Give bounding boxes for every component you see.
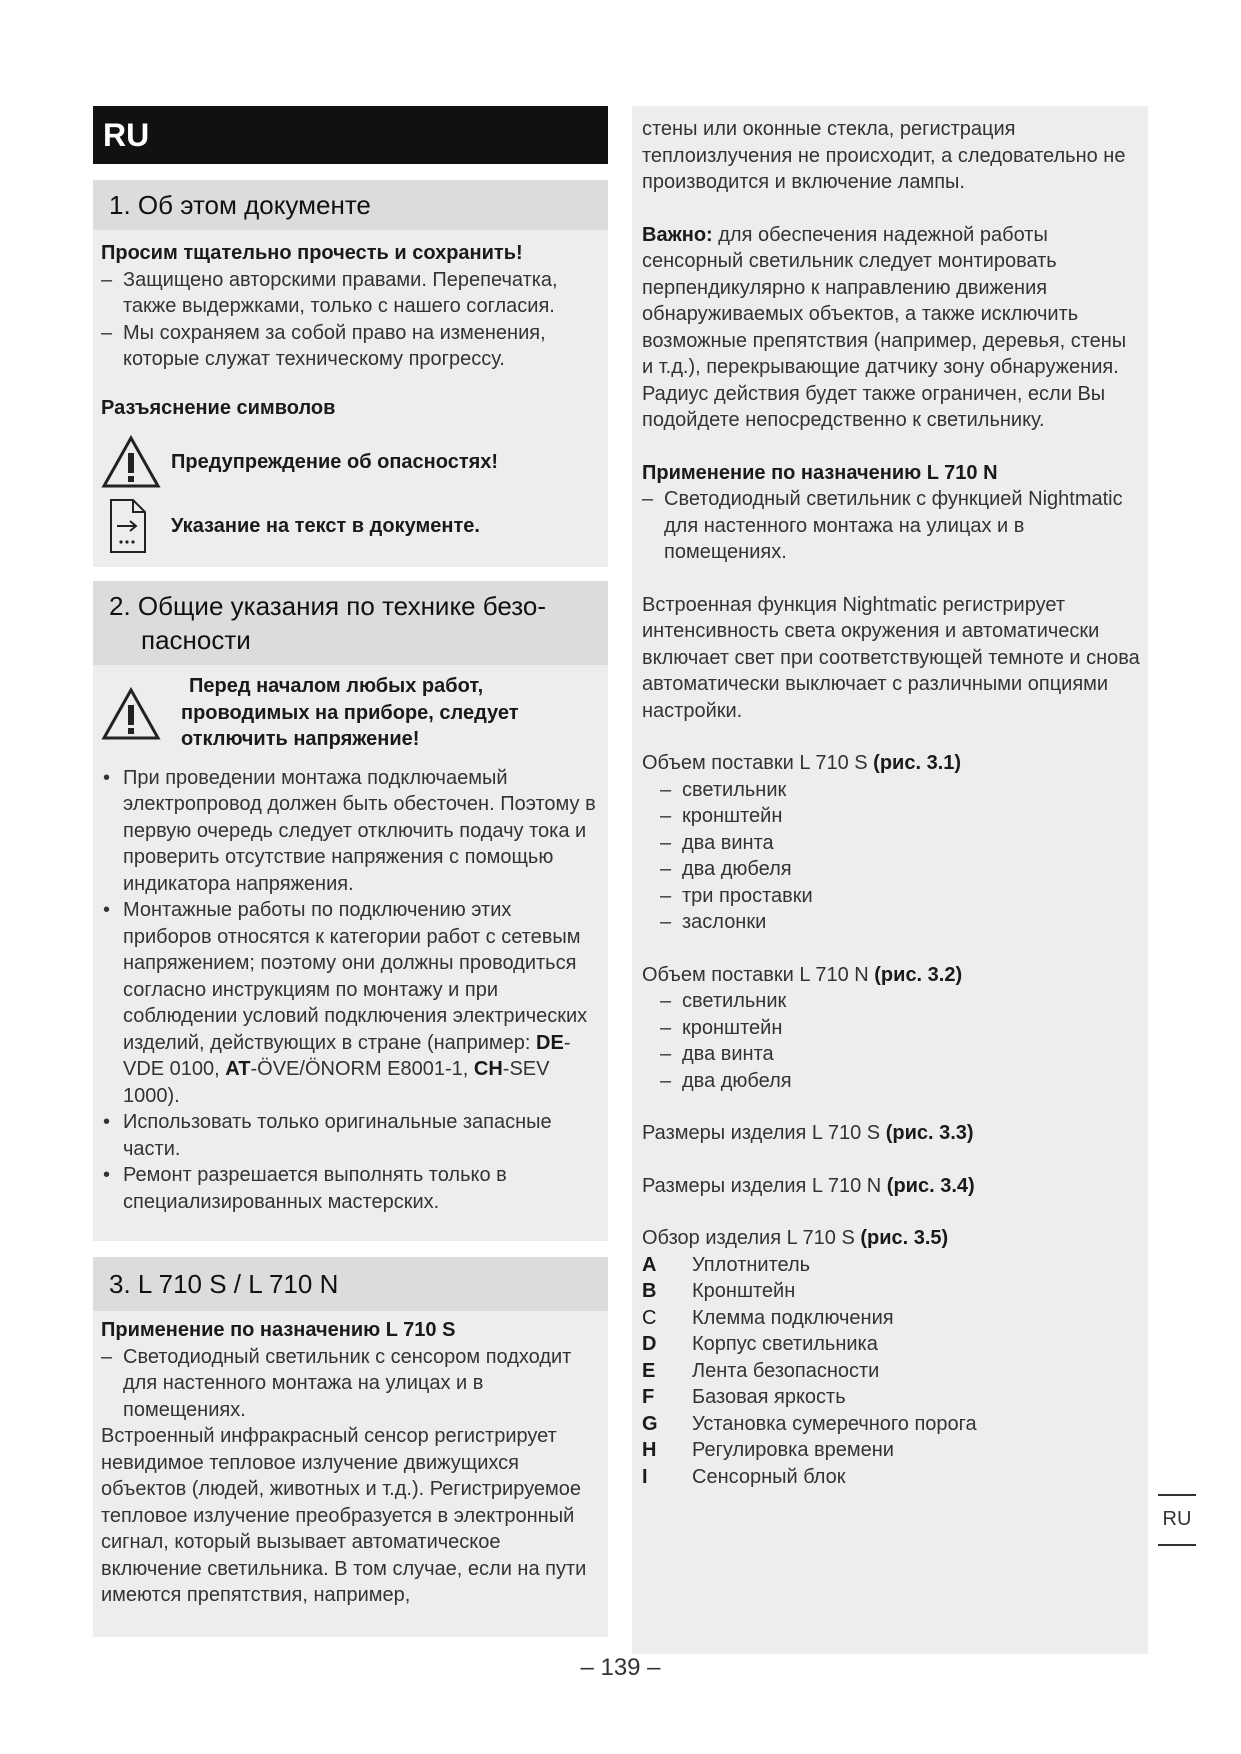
part-letter: B <box>642 1280 657 1302</box>
bullet2-text-c: -ÖVE/ÖNORM E8001-1, <box>250 1058 474 1080</box>
part-name: Лента безопасности <box>692 1359 880 1382</box>
warning-triangle-icon <box>101 431 163 493</box>
list-item: – заслонки <box>660 909 1140 936</box>
divider <box>1158 1544 1196 1546</box>
continuation-text: стены или оконные стекла, регистрация теплоизлучения не происходит, а следовательно не производится и включение лампы. <box>642 118 1126 193</box>
list-item <box>642 1331 1140 1358</box>
list-item: – два дюбеля <box>660 856 1140 883</box>
list-item: • Ремонт разрешается выполнять только в специализированных мастерских. <box>101 1162 600 1215</box>
section-2-title-line1: 2. Общие указания по технике безо- <box>109 591 547 621</box>
dimensions-l710n <box>642 1173 1140 1200</box>
part-letter: G <box>642 1412 658 1435</box>
part-letter: E <box>642 1359 656 1382</box>
part-letter: H <box>642 1439 657 1461</box>
part-name: Сенсорный блок <box>692 1465 846 1488</box>
section-about-document <box>93 180 608 567</box>
list-item: – Защищено авторскими правами. Перепечатка, также выдержками, только с нашего согласия. <box>101 267 600 320</box>
list-item: – три проставки <box>660 883 1140 910</box>
dimensions-l710s-label: Размеры изделия L 710 S <box>642 1122 886 1144</box>
use-l710n-heading: Применение по назначению L 710 N <box>642 461 998 484</box>
list-item: – два винта <box>660 830 1140 857</box>
part-name: Клемма подключения <box>692 1306 894 1329</box>
section-l710 <box>93 1257 608 1637</box>
delivery-l710s-list <box>642 777 1140 936</box>
part-letter: D <box>642 1333 657 1355</box>
part-name: Уплотнитель <box>692 1253 811 1276</box>
list-item: • Использовать только оригинальные запасные части. <box>101 1109 600 1162</box>
part-name: Корпус светильника <box>692 1333 878 1355</box>
list-item <box>642 1384 1140 1411</box>
list-item: – кронштейн <box>660 1015 1140 1042</box>
part-name: Базовая яркость <box>692 1386 846 1408</box>
part-letter: I <box>642 1465 648 1488</box>
country-code-de: DE <box>536 1031 564 1054</box>
bullet2-text-d: -SEV 1000). <box>123 1058 550 1107</box>
nightmatic-description: Встроенная функция Nightmatic регистрирует интенсивность света окружения и автоматически включает свет при соответствующей темноте и снова автоматически выключает с различными опциями настройки. <box>642 593 1140 722</box>
warning-triangle-icon <box>101 673 173 746</box>
figure-ref: (рис. 3.3) <box>885 1122 974 1144</box>
list-item: – светильник <box>660 988 1140 1015</box>
section-3-title: 3. L 710 S / L 710 N <box>93 1257 608 1311</box>
delivery-l710n-heading <box>642 962 1140 989</box>
important-text: для обеспечения надежной работы сенсорный светильник следует монтировать перпендикулярно к направлению движения обнаруживаемых объектов, а также исключить возможные препятствия (например, деревья, стены и т.д.), перекрывающие датчику зону обнаружения. Радиус действия будет также ограничен, если Вы подойдете непосредственно к светильнику. <box>642 223 1127 431</box>
list-item: – кронштейн <box>660 803 1140 830</box>
list-item <box>642 1411 1140 1438</box>
side-language-label: RU <box>1162 1508 1192 1530</box>
delivery-l710n-label: Объем поставки L 710 N <box>642 963 875 986</box>
list-item <box>642 1464 1140 1491</box>
figure-ref: (рис. 3.1) <box>873 752 962 774</box>
sensor-description: Встроенный инфракрасный сенсор регистрирует невидимое тепловое излучение движущихся объектов (людей, животных и т.д.). Регистрируемое тепловое излучение преобразуется в электронный сигнал, который вызывает автоматическое включение светильника. В том случае, если на пути имеются препятствия, например, <box>101 1425 587 1606</box>
side-language-tab <box>1158 1494 1196 1546</box>
left-column <box>93 106 608 1637</box>
symbol-warning-label: Предупреждение об опасностях! <box>171 450 499 473</box>
country-code-at: AT <box>225 1058 251 1080</box>
figure-ref: (рис. 3.4) <box>886 1174 975 1197</box>
part-name: Регулировка времени <box>692 1439 894 1461</box>
delivery-l710s-heading <box>642 750 1140 777</box>
bullet2-text-a: Монтажные работы по подключению этих приборов относятся к категории работ с сетевым напряжением; поэтому они должны проводиться согласно инструкциям по монтажу и при соблюдении условий подключения электрических изделий, действующих в стране (например: <box>123 899 588 1054</box>
dimensions-l710n-label: Размеры изделия L 710 N <box>642 1174 887 1197</box>
safety-warning-block <box>101 673 600 753</box>
bullet2-text-b: -VDE 0100, <box>123 1031 571 1080</box>
delivery-l710n-list <box>642 988 1140 1094</box>
part-name: Кронштейн <box>692 1280 796 1302</box>
important-note <box>642 222 1140 434</box>
part-letter: F <box>642 1386 655 1408</box>
document-reference-icon <box>101 495 163 557</box>
overview-heading <box>642 1225 1140 1252</box>
symbol-reference-row <box>101 495 600 557</box>
section-1-title: 1. Об этом документе <box>93 180 608 230</box>
page-number: – 139 – <box>580 1654 661 1681</box>
symbol-warning-row <box>101 431 600 493</box>
section-2-title-line2: пасности <box>141 625 251 655</box>
overview-list <box>642 1252 1140 1491</box>
list-item <box>101 897 600 1109</box>
list-item: – два винта <box>660 1041 1140 1068</box>
country-code-ch: CH <box>473 1058 503 1080</box>
safety-warning-text: Перед началом любых работ, проводимых на приборе, следует отключить напряжение! <box>181 675 519 750</box>
list-item: • При проведении монтажа подключаемый электропровод должен быть обесточен. Поэтому в первую очередь следует отключить подачу тока и проверить отсутствие напряжения с помощью индикатора напряжения. <box>101 765 600 898</box>
list-item: – светильник <box>660 777 1140 804</box>
part-letter: C <box>642 1306 657 1329</box>
use-l710s-heading: Применение по назначению L 710 S <box>101 1319 456 1341</box>
list-item <box>642 1358 1140 1385</box>
part-letter: A <box>642 1253 657 1276</box>
symbol-reference-label: Указание на текст в документе. <box>171 514 480 537</box>
list-item: – Светодиодный светильник с функцией Nightmatic для настенного монтажа на улицах и в помещениях. <box>642 486 1140 566</box>
delivery-l710s-label: Объем поставки L 710 S <box>642 752 874 774</box>
list-item <box>642 1305 1140 1332</box>
section-2-title <box>93 581 608 665</box>
important-label: Важно: <box>642 223 713 246</box>
list-item <box>642 1252 1140 1279</box>
read-carefully-heading: Просим тщательно прочесть и сохранить! <box>101 242 523 264</box>
part-name: Установка сумеречного порога <box>692 1412 977 1435</box>
overview-label: Обзор изделия L 710 S <box>642 1227 861 1249</box>
symbols-heading: Разъяснение символов <box>101 396 336 419</box>
language-header: RU <box>93 106 608 164</box>
right-column <box>632 106 1148 1654</box>
list-item: – два дюбеля <box>660 1068 1140 1095</box>
figure-ref: (рис. 3.2) <box>874 963 963 986</box>
section-safety <box>93 581 608 1241</box>
list-item: – Светодиодный светильник с сенсором подходит для настенного монтажа на улицах и в помещениях. <box>101 1344 600 1424</box>
list-item <box>642 1278 1140 1305</box>
figure-ref: (рис. 3.5) <box>860 1227 949 1249</box>
dimensions-l710s <box>642 1120 1140 1147</box>
list-item: – Мы сохраняем за собой право на изменения, которые служат техническому прогрессу. <box>101 320 600 373</box>
list-item <box>642 1437 1140 1464</box>
